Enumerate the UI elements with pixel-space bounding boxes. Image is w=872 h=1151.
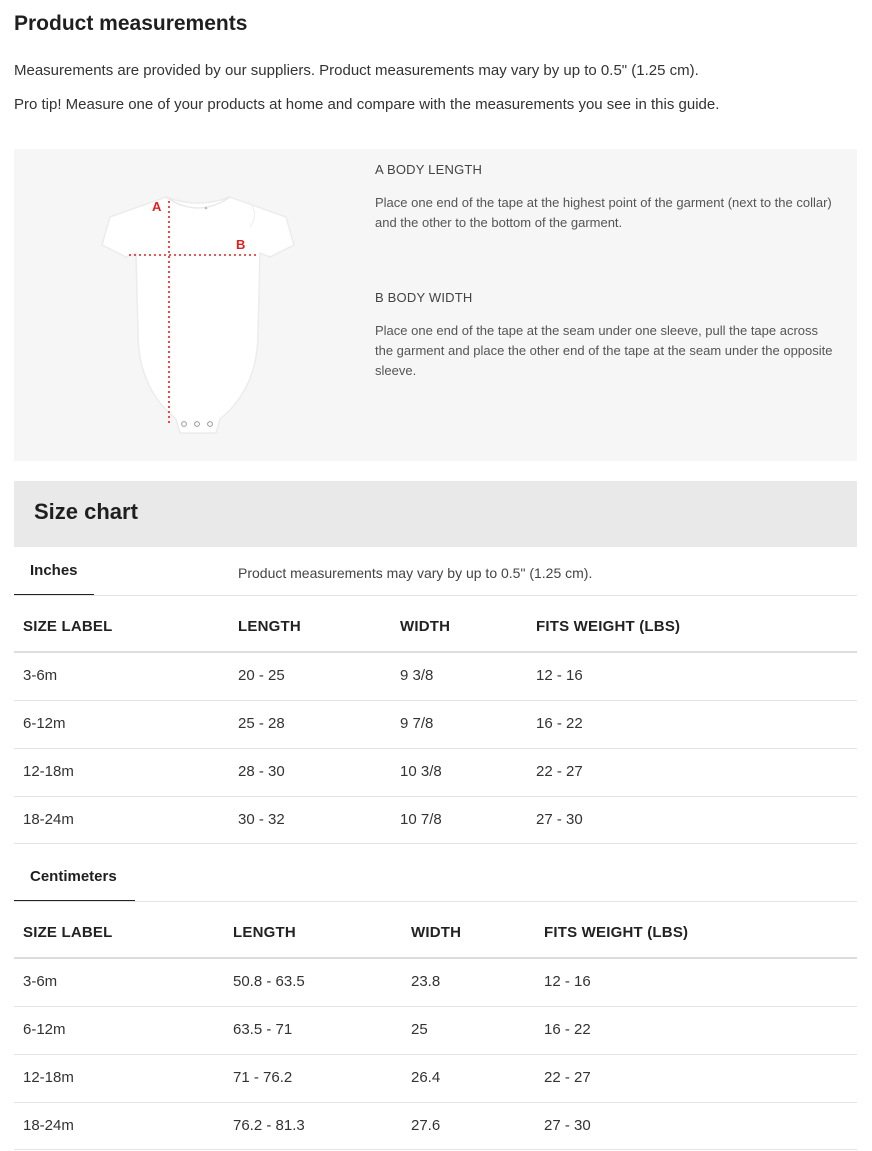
intro-text: Measurements are provided by our suppliers. Product measurements may vary by up to 0.5" (1.25 cm). — [14, 62, 699, 79]
cell-length: 63.5 - 71 — [233, 1021, 293, 1038]
cell-length: 25 - 28 — [238, 715, 285, 732]
cell-size-label: 12-18m — [23, 1069, 74, 1086]
pro-tip-text: Pro tip! Measure one of your products at home and compare with the measurements you see in this guide. — [14, 96, 720, 113]
cell-size-label: 3-6m — [23, 667, 58, 684]
row-divider — [14, 1054, 857, 1055]
row-divider — [14, 1102, 857, 1103]
cell-size-label: 6-12m — [23, 715, 66, 732]
label-a: A — [152, 199, 162, 214]
cell-size-label: 3-6m — [23, 973, 58, 990]
col-header-length: LENGTH — [238, 618, 301, 635]
cell-length: 20 - 25 — [238, 667, 285, 684]
size-chart-header — [14, 481, 857, 547]
cell-width: 26.4 — [411, 1069, 441, 1086]
body-length-heading: A BODY LENGTH — [375, 162, 483, 177]
row-divider — [14, 748, 857, 749]
cell-size-label: 18-24m — [23, 1117, 74, 1134]
cell-fits-weight: 27 - 30 — [536, 811, 583, 828]
row-divider — [14, 796, 857, 797]
divider — [14, 595, 857, 596]
body-width-description: Place one end of the tape at the seam under one sleeve, pull the tape across the garment and place the other end of the tape at the seam under the opposite sleeve. — [375, 323, 833, 378]
cell-width: 27.6 — [411, 1117, 441, 1134]
cell-fits-weight: 22 - 27 — [544, 1069, 591, 1086]
header-divider — [14, 651, 857, 653]
label-b: B — [236, 237, 246, 252]
body-length-block — [375, 162, 835, 233]
cell-width: 10 3/8 — [400, 763, 442, 780]
measurement-guide-panel — [14, 149, 857, 461]
col-header-width: WIDTH — [400, 618, 451, 635]
col-header-fits-weight: FITS WEIGHT (LBS) — [536, 618, 681, 635]
cell-length: 71 - 76.2 — [233, 1069, 293, 1086]
baby-bodysuit-illustration — [98, 183, 298, 443]
cell-size-label: 6-12m — [23, 1021, 66, 1038]
cell-size-label: 18-24m — [23, 811, 74, 828]
row-divider — [14, 1149, 857, 1150]
cell-fits-weight: 22 - 27 — [536, 763, 583, 780]
col-header-width: WIDTH — [411, 924, 462, 941]
cell-fits-weight: 27 - 30 — [544, 1117, 591, 1134]
col-header-size-label: SIZE LABEL — [23, 924, 113, 941]
cell-width: 23.8 — [411, 973, 441, 990]
body-width-block — [375, 290, 835, 381]
header-divider — [14, 957, 857, 959]
cell-length: 50.8 - 63.5 — [233, 973, 305, 990]
cell-fits-weight: 12 - 16 — [536, 667, 583, 684]
cell-fits-weight: 16 - 22 — [544, 1021, 591, 1038]
tab-centimeters[interactable]: Centimeters — [14, 854, 135, 902]
col-header-fits-weight: FITS WEIGHT (LBS) — [544, 924, 689, 941]
row-divider — [14, 843, 857, 844]
size-chart-title: Size chart — [34, 499, 138, 524]
tab-inches[interactable]: Inches — [14, 548, 94, 596]
cell-fits-weight: 16 - 22 — [536, 715, 583, 732]
row-divider — [14, 700, 857, 701]
body-length-description: Place one end of the tape at the highest point of the garment (next to the collar) and the other to the bottom of the garment. — [375, 195, 832, 230]
row-divider — [14, 1006, 857, 1007]
body-width-heading: B BODY WIDTH — [375, 290, 473, 305]
divider — [14, 901, 857, 902]
cell-length: 28 - 30 — [238, 763, 285, 780]
cell-length: 30 - 32 — [238, 811, 285, 828]
cell-width: 10 7/8 — [400, 811, 442, 828]
cell-fits-weight: 12 - 16 — [544, 973, 591, 990]
cell-length: 76.2 - 81.3 — [233, 1117, 305, 1134]
cell-width: 25 — [411, 1021, 428, 1038]
cell-width: 9 3/8 — [400, 667, 434, 684]
col-header-length: LENGTH — [233, 924, 296, 941]
col-header-size-label: SIZE LABEL — [23, 618, 113, 635]
page-title: Product measurements — [14, 12, 248, 35]
cell-size-label: 12-18m — [23, 763, 74, 780]
variance-note: Product measurements may vary by up to 0.5" (1.25 cm). — [238, 565, 593, 581]
cell-width: 9 7/8 — [400, 715, 434, 732]
